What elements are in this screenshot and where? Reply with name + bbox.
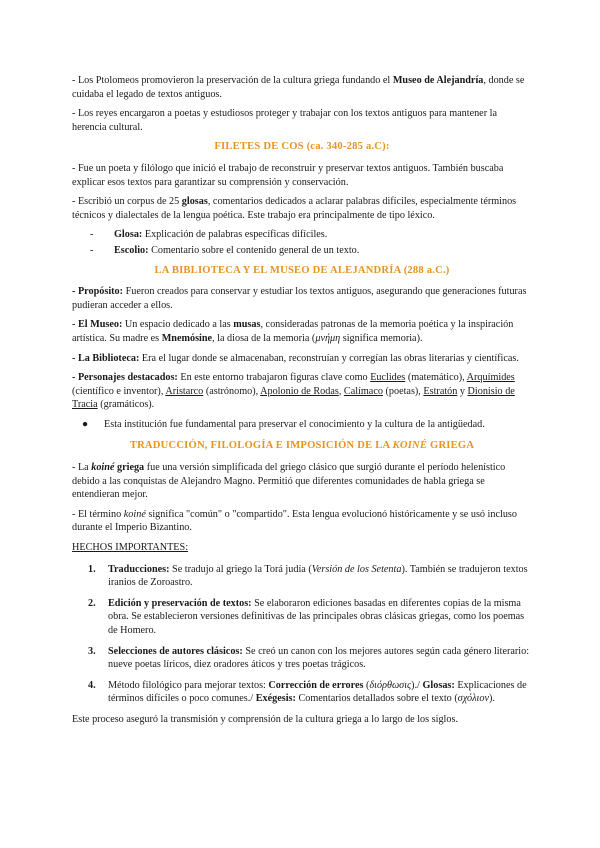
koine-paragraph-2: - El término koiné significa "común" o "compartido". Esta lengua evolucionó históricamente y se usó incluso durante el Imperio Bizantino. (72, 508, 517, 534)
escolio-item: - Escolio: Comentario sobre el contenido general de un texto. (90, 244, 360, 256)
proposito-paragraph: - Propósito: Fueron creados para conservar y estudiar los textos antiguos, asegurando que generaciones futuras pudieran acceder a ellos. (72, 286, 527, 311)
hechos-item-4: 4. Método filológico para mejorar textos: Corrección de errores (διόρθωσις)./ Glosas: Explicaciones de términos difíciles o poco comunes./ Exégesis: Comentarios detallados sobre el texto (σχόλιον). (88, 679, 527, 705)
dash-marker: - (90, 229, 94, 241)
biblioteca-paragraph: - La Biblioteca: Era el lugar donde se almacenaban, reconstruían y corregían las obras literarias y científicas. (72, 352, 519, 364)
koine-heading: TRADUCCIÓN, FILOLOGÍA E IMPOSICIÓN DE LA KOINÉ GRIEGA (129, 440, 475, 452)
biblioteca-heading: LA BIBLIOTECA Y EL MUSEO DE ALEJANDRÍA (288 a.C.) (154, 264, 450, 276)
filetes-paragraph-1: - Fue un poeta y filólogo que inició el trabajo de reconstruir y preservar textos antiguos. También buscaba explicar esos textos para garantizar su comprensión y conservación. (72, 162, 504, 188)
dash-marker: - (90, 244, 94, 256)
bullet-marker: ● (82, 418, 89, 430)
glosa-item: - Glosa: Explicación de palabras específicas difíciles. (90, 229, 328, 241)
document-page (72, 74, 532, 733)
hechos-item-2: 2. Edición y preservación de textos: Se elaboraron ediciones basadas en diferentes copias de la misma obra. Se establecieron versiones definitivas de las principales obras clásicas griegas, como los poemas de Homero. (88, 597, 525, 636)
hechos-item-1: 1. Traducciones: Se tradujo al griego la Torá judía (Versión de los Setenta). También se tradujeron textos iranios de Zoroastro. (88, 563, 528, 589)
intro-paragraph-2: - Los reyes encargaron a poetas y estudiosos proteger y trabajar con los textos antiguos para mantener la herencia cultural. (72, 108, 497, 133)
closing-paragraph: Este proceso aseguró la transmisión y comprensión de la cultura griega a lo largo de los siglos. (72, 713, 458, 725)
personajes-paragraph: - Personajes destacados: En este entorno trabajaron figuras clave como Euclides (matemático), Arquímides (científico e inventor), Aristarco (astrónomo), Apolonio de Rodas, Calímaco (poetas), Estratón y Dionisio de Tracia (gramáticos). (72, 372, 515, 411)
museo-paragraph: - El Museo: Un espacio dedicado a las musas, consideradas patronas de la memoria poética y la inspiración artística. Su madre es Mnemósine, la diosa de la memoria (μνήμη significa memoria). (72, 319, 514, 344)
institucion-bullet: ● Esta institución fue fundamental para preservar el conocimiento y la cultura de la antigüedad. (82, 418, 485, 430)
koine-paragraph-1: - La koiné griega fue una versión simplificada del griego clásico que surgió durante el período helenístico debido a las conquistas de Alejandro Magno. Permitió que diferentes comunidades de habla griega se entendieran mejor. (72, 462, 506, 501)
intro-paragraph-1: - Los Ptolomeos promovieron la preservación de la cultura griega fundando el Museo de Alejandría, donde se cuidaba el legado de textos antiguos. (72, 75, 525, 100)
filetes-heading: FILETES DE COS (ca. 340-285 a.C): (214, 141, 390, 153)
hechos-list (72, 563, 532, 706)
filetes-paragraph-2: - Escribió un corpus de 25 glosas, comentarios dedicados a aclarar palabras difíciles, especialmente términos técnicos y dialectales de la lengua poética. Este trabajo era principalmente de tipo léxico. (72, 196, 517, 221)
hechos-item-3: 3. Selecciones de autores clásicos: Se creó un canon con los mejores autores según cada género literario: nueve poetas líricos, diez oradores áticos y tres poetas trágicos. (88, 645, 530, 671)
hechos-title: HECHOS IMPORTANTES: (72, 542, 189, 554)
